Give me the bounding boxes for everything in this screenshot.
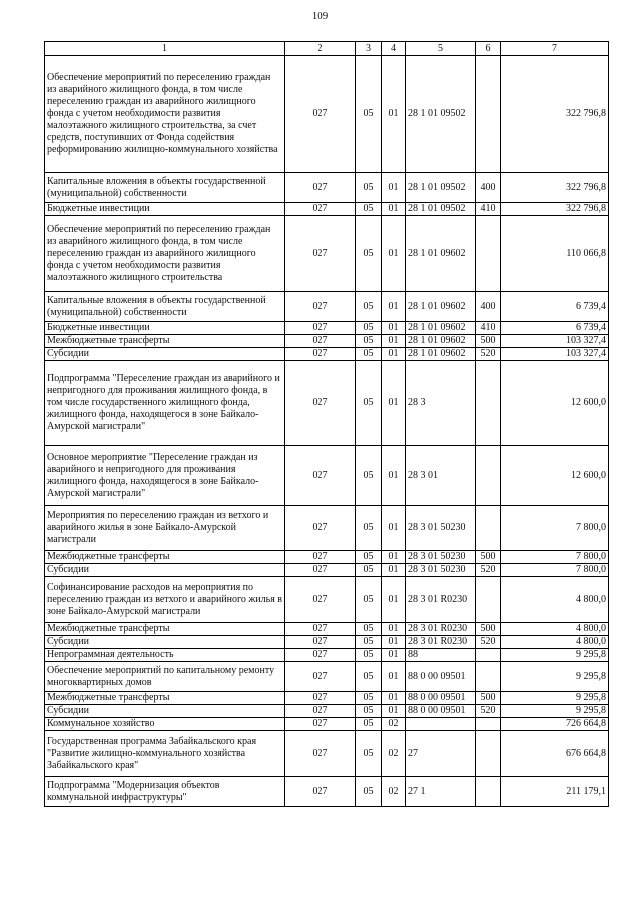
row-amount: 7 800,0 <box>501 506 609 551</box>
row-subsection: 01 <box>382 361 406 446</box>
row-name: Субсидии <box>45 705 285 718</box>
row-ministry-code: 027 <box>285 718 356 731</box>
row-ministry-code: 027 <box>285 649 356 662</box>
budget-table <box>44 41 609 807</box>
table-row <box>45 292 609 322</box>
row-name: Обеспечение мероприятий по переселению граждан из аварийного жилищного фонда, в том числе переселению граждан из аварийного жилищного фонда с учетом необходимости развития малоэтажного жилищного строительства, за счет средств, поступивших от Фонда содействия реформированию жилищно-коммунального хозяйства <box>45 56 285 173</box>
table-row <box>45 692 609 705</box>
row-subsection: 02 <box>382 718 406 731</box>
row-expense-type <box>476 56 501 173</box>
row-subsection: 01 <box>382 577 406 623</box>
row-target-code: 28 1 01 09602 <box>406 216 476 292</box>
row-amount: 6 739,4 <box>501 322 609 335</box>
row-expense-type: 500 <box>476 335 501 348</box>
row-target-code: 88 0 00 09501 <box>406 662 476 692</box>
row-section: 05 <box>356 623 382 636</box>
table-row <box>45 335 609 348</box>
row-name: Капитальные вложения в объекты государственной (муниципальной) собственности <box>45 173 285 203</box>
page-number: 109 <box>311 10 329 22</box>
row-amount: 7 800,0 <box>501 551 609 564</box>
table-row <box>45 718 609 731</box>
table-row <box>45 649 609 662</box>
table-row <box>45 636 609 649</box>
column-header-1: 1 <box>45 42 285 56</box>
row-ministry-code: 027 <box>285 564 356 577</box>
row-target-code: 28 1 01 09502 <box>406 56 476 173</box>
row-ministry-code: 027 <box>285 731 356 777</box>
row-ministry-code: 027 <box>285 203 356 216</box>
table-row <box>45 577 609 623</box>
row-section: 05 <box>356 361 382 446</box>
table-row <box>45 216 609 292</box>
row-ministry-code: 027 <box>285 692 356 705</box>
row-name: Мероприятия по переселению граждан из ветхого и аварийного жилья в зоне Байкало-Амурской магистрали <box>45 506 285 551</box>
table-row <box>45 361 609 446</box>
row-amount: 726 664,8 <box>501 718 609 731</box>
row-expense-type <box>476 361 501 446</box>
table-row <box>45 731 609 777</box>
column-header-2: 2 <box>285 42 356 56</box>
row-name: Капитальные вложения в объекты государственной (муниципальной) собственности <box>45 292 285 322</box>
row-subsection: 01 <box>382 322 406 335</box>
row-ministry-code: 027 <box>285 322 356 335</box>
row-amount: 9 295,8 <box>501 692 609 705</box>
row-amount: 7 800,0 <box>501 564 609 577</box>
row-name: Софинансирование расходов на мероприятия по переселению граждан из ветхого и аварийного жилья в зоне Байкало-Амурской магистрали <box>45 577 285 623</box>
row-subsection: 01 <box>382 203 406 216</box>
row-expense-type <box>476 649 501 662</box>
row-target-code: 28 1 01 09602 <box>406 292 476 322</box>
row-target-code: 88 0 00 09501 <box>406 692 476 705</box>
row-amount: 9 295,8 <box>501 662 609 692</box>
row-expense-type <box>476 577 501 623</box>
row-ministry-code: 027 <box>285 348 356 361</box>
row-name: Подпрограмма "Переселение граждан из аварийного и непригодного для проживания жилищного фонда, в том числе государственного жилищного фонда, жилищного фонда, находящегося в зоне Байкало-Амурской магистрали" <box>45 361 285 446</box>
table-row <box>45 623 609 636</box>
row-ministry-code: 027 <box>285 216 356 292</box>
row-name: Непрограммная деятельность <box>45 649 285 662</box>
table-row <box>45 322 609 335</box>
row-name: Субсидии <box>45 564 285 577</box>
row-subsection: 01 <box>382 705 406 718</box>
row-section: 05 <box>356 335 382 348</box>
row-section: 05 <box>356 446 382 506</box>
row-target-code: 88 <box>406 649 476 662</box>
row-section: 05 <box>356 662 382 692</box>
row-section: 05 <box>356 718 382 731</box>
row-amount: 9 295,8 <box>501 649 609 662</box>
row-ministry-code: 027 <box>285 705 356 718</box>
row-section: 05 <box>356 506 382 551</box>
table-row <box>45 506 609 551</box>
row-subsection: 01 <box>382 446 406 506</box>
row-ministry-code: 027 <box>285 623 356 636</box>
row-target-code <box>406 718 476 731</box>
row-expense-type: 400 <box>476 173 501 203</box>
row-section: 05 <box>356 551 382 564</box>
row-section: 05 <box>356 731 382 777</box>
row-section: 05 <box>356 692 382 705</box>
row-expense-type: 500 <box>476 551 501 564</box>
row-section: 05 <box>356 322 382 335</box>
row-name: Межбюджетные трансферты <box>45 551 285 564</box>
row-section: 05 <box>356 348 382 361</box>
row-section: 05 <box>356 173 382 203</box>
row-ministry-code: 027 <box>285 292 356 322</box>
row-subsection: 02 <box>382 731 406 777</box>
row-ministry-code: 027 <box>285 636 356 649</box>
row-amount: 322 796,8 <box>501 56 609 173</box>
row-subsection: 01 <box>382 623 406 636</box>
row-section: 05 <box>356 216 382 292</box>
row-expense-type: 520 <box>476 705 501 718</box>
row-ministry-code: 027 <box>285 361 356 446</box>
row-ministry-code: 027 <box>285 577 356 623</box>
row-expense-type <box>476 216 501 292</box>
row-subsection: 01 <box>382 551 406 564</box>
row-ministry-code: 027 <box>285 551 356 564</box>
table-row <box>45 56 609 173</box>
row-subsection: 01 <box>382 292 406 322</box>
row-amount: 4 800,0 <box>501 636 609 649</box>
row-amount: 322 796,8 <box>501 173 609 203</box>
row-target-code: 28 1 01 09502 <box>406 203 476 216</box>
row-subsection: 02 <box>382 777 406 807</box>
row-target-code: 88 0 00 09501 <box>406 705 476 718</box>
row-expense-type: 400 <box>476 292 501 322</box>
row-subsection: 01 <box>382 564 406 577</box>
row-ministry-code: 027 <box>285 56 356 173</box>
row-name: Обеспечение мероприятий по капитальному ремонту многоквартирных домов <box>45 662 285 692</box>
row-target-code: 28 1 01 09602 <box>406 322 476 335</box>
row-target-code: 28 1 01 09502 <box>406 173 476 203</box>
row-expense-type <box>476 506 501 551</box>
row-name: Обеспечение мероприятий по переселению граждан из аварийного жилищного фонда, в том числе переселению граждан из аварийного жилищного фонда с учетом необходимости развития малоэтажного жилищного строительства <box>45 216 285 292</box>
row-expense-type <box>476 662 501 692</box>
row-amount: 12 600,0 <box>501 446 609 506</box>
row-section: 05 <box>356 636 382 649</box>
row-target-code: 28 3 01 50230 <box>406 564 476 577</box>
table-row <box>45 564 609 577</box>
row-subsection: 01 <box>382 348 406 361</box>
row-expense-type <box>476 446 501 506</box>
row-section: 05 <box>356 577 382 623</box>
row-subsection: 01 <box>382 692 406 705</box>
row-expense-type: 500 <box>476 623 501 636</box>
column-header-7: 7 <box>501 42 609 56</box>
row-expense-type <box>476 718 501 731</box>
row-amount: 110 066,8 <box>501 216 609 292</box>
row-amount: 211 179,1 <box>501 777 609 807</box>
row-target-code: 27 <box>406 731 476 777</box>
table-row <box>45 348 609 361</box>
row-subsection: 01 <box>382 335 406 348</box>
row-expense-type: 520 <box>476 564 501 577</box>
row-ministry-code: 027 <box>285 446 356 506</box>
row-target-code: 28 3 01 <box>406 446 476 506</box>
row-name: Субсидии <box>45 636 285 649</box>
row-subsection: 01 <box>382 506 406 551</box>
row-section: 05 <box>356 777 382 807</box>
row-subsection: 01 <box>382 636 406 649</box>
row-target-code: 28 3 01 R0230 <box>406 636 476 649</box>
row-name: Межбюджетные трансферты <box>45 692 285 705</box>
row-name: Межбюджетные трансферты <box>45 335 285 348</box>
row-name: Государственная программа Забайкальского края "Развитие жилищно-коммунального хозяйства Забайкальского края" <box>45 731 285 777</box>
row-target-code: 28 1 01 09602 <box>406 335 476 348</box>
row-amount: 322 796,8 <box>501 203 609 216</box>
row-ministry-code: 027 <box>285 662 356 692</box>
row-subsection: 01 <box>382 662 406 692</box>
row-expense-type: 520 <box>476 636 501 649</box>
column-header-6: 6 <box>476 42 501 56</box>
row-name: Субсидии <box>45 348 285 361</box>
row-subsection: 01 <box>382 56 406 173</box>
table-row <box>45 203 609 216</box>
row-ministry-code: 027 <box>285 777 356 807</box>
row-expense-type: 500 <box>476 692 501 705</box>
row-amount: 103 327,4 <box>501 335 609 348</box>
row-expense-type: 410 <box>476 203 501 216</box>
row-section: 05 <box>356 292 382 322</box>
row-subsection: 01 <box>382 216 406 292</box>
row-target-code: 28 3 01 R0230 <box>406 623 476 636</box>
row-name: Межбюджетные трансферты <box>45 623 285 636</box>
row-ministry-code: 027 <box>285 506 356 551</box>
row-section: 05 <box>356 56 382 173</box>
column-header-4: 4 <box>382 42 406 56</box>
row-expense-type: 520 <box>476 348 501 361</box>
row-target-code: 28 3 01 50230 <box>406 506 476 551</box>
row-name: Основное мероприятие "Переселение граждан из аварийного и непригодного для проживания жилищного фонда, находящегося в зоне Байкало-Амурской магистрали" <box>45 446 285 506</box>
row-expense-type <box>476 777 501 807</box>
row-ministry-code: 027 <box>285 335 356 348</box>
table-row <box>45 777 609 807</box>
row-subsection: 01 <box>382 173 406 203</box>
row-target-code: 28 1 01 09602 <box>406 348 476 361</box>
row-expense-type: 410 <box>476 322 501 335</box>
row-section: 05 <box>356 649 382 662</box>
row-amount: 9 295,8 <box>501 705 609 718</box>
table-row <box>45 173 609 203</box>
row-target-code: 28 3 01 50230 <box>406 551 476 564</box>
row-amount: 103 327,4 <box>501 348 609 361</box>
row-subsection: 01 <box>382 649 406 662</box>
row-target-code: 28 3 01 R0230 <box>406 577 476 623</box>
row-amount: 6 739,4 <box>501 292 609 322</box>
row-amount: 676 664,8 <box>501 731 609 777</box>
row-name: Бюджетные инвестиции <box>45 203 285 216</box>
row-ministry-code: 027 <box>285 173 356 203</box>
row-section: 05 <box>356 203 382 216</box>
table-row <box>45 551 609 564</box>
row-name: Коммунальное хозяйство <box>45 718 285 731</box>
row-section: 05 <box>356 705 382 718</box>
row-section: 05 <box>356 564 382 577</box>
row-amount: 4 800,0 <box>501 577 609 623</box>
row-target-code: 28 3 <box>406 361 476 446</box>
table-row <box>45 446 609 506</box>
row-amount: 4 800,0 <box>501 623 609 636</box>
column-header-5: 5 <box>406 42 476 56</box>
row-expense-type <box>476 731 501 777</box>
row-name: Бюджетные инвестиции <box>45 322 285 335</box>
column-header-3: 3 <box>356 42 382 56</box>
table-row <box>45 705 609 718</box>
row-name: Подпрограмма "Модернизация объектов коммунальной инфраструктуры" <box>45 777 285 807</box>
header-row <box>45 42 609 56</box>
table-row <box>45 662 609 692</box>
row-amount: 12 600,0 <box>501 361 609 446</box>
row-target-code: 27 1 <box>406 777 476 807</box>
